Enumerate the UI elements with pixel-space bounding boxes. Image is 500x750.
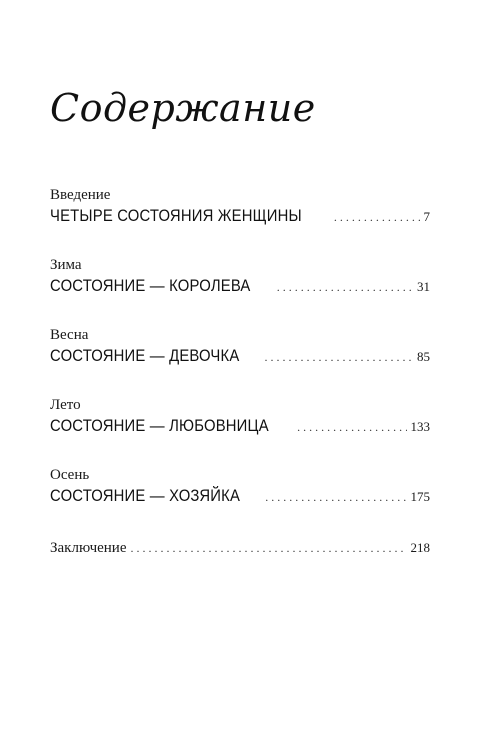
page-number: 218 — [410, 540, 430, 555]
chapter-title: ЧЕТЫРЕ СОСТОЯНИЯ ЖЕНЩИНЫ — [50, 207, 302, 225]
toc-entry-autumn — [50, 466, 430, 536]
toc-entry-summer — [50, 396, 430, 466]
table-of-contents — [50, 186, 430, 606]
toc-entry-winter — [50, 256, 430, 326]
section-label: Весна — [50, 327, 89, 343]
toc-row[interactable] — [50, 274, 430, 298]
toc-entry-spring — [50, 326, 430, 396]
dot-leader — [277, 275, 413, 299]
dot-leader — [264, 345, 413, 369]
toc-entry-introduction — [50, 186, 430, 256]
page-number: 7 — [423, 209, 430, 224]
chapter-title: СОСТОЯНИЕ — ДЕВОЧКА — [50, 347, 240, 365]
dot-leader — [131, 536, 407, 560]
dot-leader — [265, 485, 406, 509]
page-number: 133 — [410, 419, 430, 434]
toc-title: Содержание — [50, 86, 316, 130]
toc-row[interactable] — [50, 536, 430, 560]
section-label: Зима — [50, 257, 82, 273]
toc-row[interactable] — [50, 484, 430, 508]
conclusion-label: Заключение — [50, 540, 127, 556]
toc-entry-conclusion — [50, 536, 430, 606]
page-number: 175 — [410, 489, 430, 504]
section-label: Осень — [50, 467, 90, 483]
toc-row[interactable] — [50, 414, 430, 438]
toc-row[interactable] — [50, 204, 430, 228]
page-number: 31 — [417, 279, 430, 294]
section-label: Введение — [50, 187, 111, 203]
toc-row[interactable] — [50, 344, 430, 368]
chapter-title: СОСТОЯНИЕ — ХОЗЯЙКА — [50, 487, 241, 505]
page-number: 85 — [417, 349, 430, 364]
chapter-title: СОСТОЯНИЕ — ЛЮБОВНИЦА — [50, 417, 269, 435]
dot-leader — [297, 415, 406, 439]
section-label: Лето — [50, 397, 81, 413]
dot-leader — [334, 205, 420, 229]
chapter-title: СОСТОЯНИЕ — КОРОЛЕВА — [50, 277, 251, 295]
